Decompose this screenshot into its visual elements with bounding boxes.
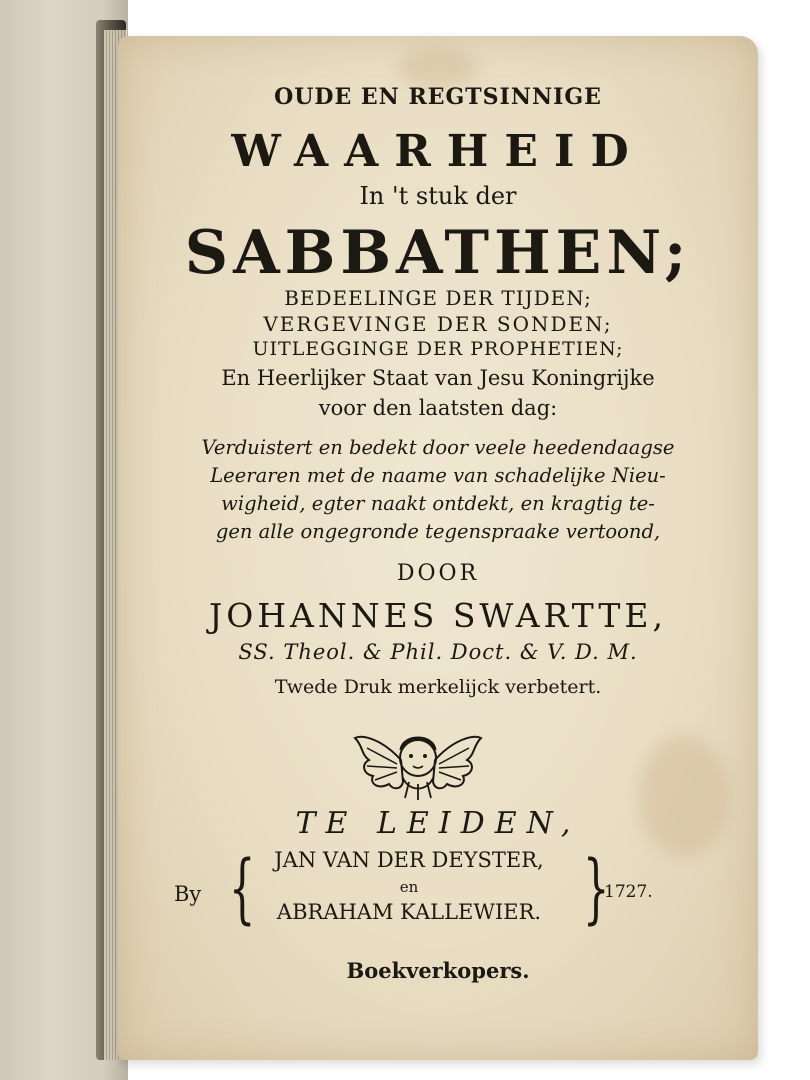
edition-note: Twede Druk merkelijck verbetert. — [274, 676, 602, 698]
imprint-and: en — [399, 878, 419, 896]
booksellers-label: Boekverkopers. — [346, 958, 530, 983]
left-brace-icon: { — [228, 843, 256, 932]
title-line-oude: OUDE EN REGTSINNIGE — [274, 84, 602, 110]
imprint — [174, 843, 734, 948]
author-name: JOHANNES SWARTTE, — [208, 596, 668, 635]
paper-stain — [398, 48, 478, 88]
italic-line: Leeraren met de naame van schadelijke Nieu- — [210, 464, 666, 487]
title-line-bedeelinge: BEDEELINGE DER TIJDEN; — [284, 286, 592, 310]
place-of-printing: TE LEIDEN, — [295, 806, 581, 841]
publisher-1: JAN VAN DER DEYSTER, — [274, 848, 544, 872]
italic-line: wigheid, egter naakt ontdekt, en kragtig te- — [221, 492, 655, 515]
title-line-heerlijker: En Heerlijker Staat van Jesu Koningrijke — [221, 366, 655, 390]
publication-year: 1727. — [604, 882, 653, 902]
title-line-sabbathen: SABBATHEN; — [184, 218, 692, 288]
italic-line: Verduistert en bedekt door veele heedendaagse — [201, 436, 675, 459]
right-brace-icon: } — [582, 843, 610, 932]
italic-line: gen alle ongegronde tegenspraake vertoond, — [215, 520, 661, 543]
author-degrees: SS. Theol. & Phil. Doct. & V. D. M. — [238, 640, 638, 664]
title-line-voor: voor den laatsten dag: — [318, 396, 558, 420]
title-line-vergevinge: VERGEVINGE DER SONDEN; — [263, 312, 613, 336]
title-page — [118, 36, 758, 1060]
publisher-2: ABRAHAM KALLEWIER. — [276, 900, 542, 924]
title-line-stuk: In 't stuk der — [359, 182, 517, 210]
imprint-by: By — [174, 882, 202, 906]
title-line-uitlegginge: UITLEGGINGE DER PROPHETIEN; — [252, 338, 624, 360]
by-label: DOOR — [396, 561, 480, 586]
title-line-waarheid: WAARHEID — [231, 126, 645, 177]
cherub-ornament-icon — [353, 720, 483, 802]
